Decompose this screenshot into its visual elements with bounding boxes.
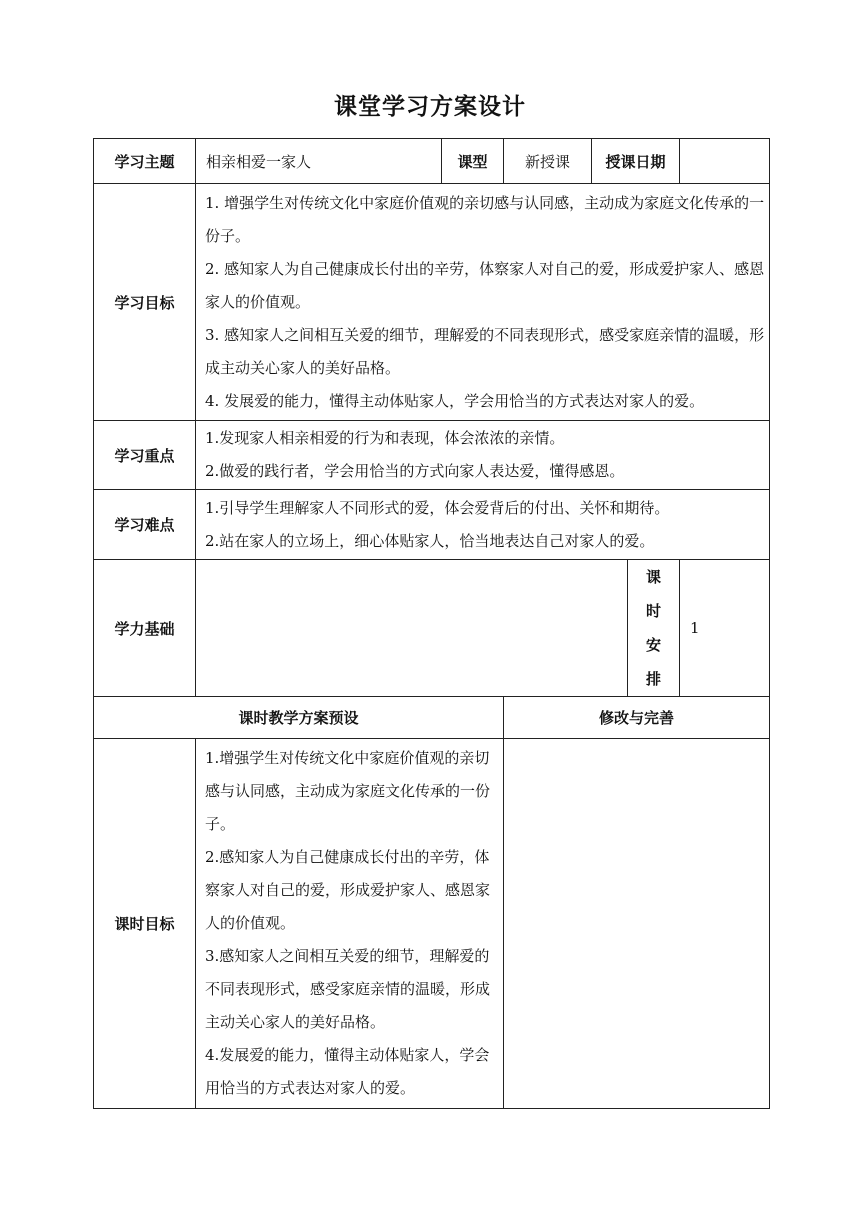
lesson-goals-content: [196, 739, 504, 1109]
type-label: 课型: [442, 139, 504, 184]
basis-row: [94, 560, 770, 697]
difficulties-label: 学习难点: [94, 490, 196, 560]
key-point-item: 1.发现家人相亲相爱的行为和表现，体会浓浓的亲情。: [205, 429, 565, 447]
key-points-label: 学习重点: [94, 421, 196, 490]
topic-value: 相亲相爱一家人: [196, 139, 442, 184]
type-value: 新授课: [504, 139, 592, 184]
revise-header: 修改与完善: [504, 697, 770, 739]
info-row: [94, 139, 770, 184]
goal-item: 4. 发展爱的能力，懂得主动体贴家人，学会用恰当的方式表达对家人的爱。: [205, 391, 705, 410]
key-point-item: 2.做爱的践行者，学会用恰当的方式向家人表达爱，懂得感恩。: [205, 462, 625, 480]
goal-item: 3. 感知家人之间相互关爱的细节，理解爱的不同表现形式，感受家庭亲情的温暖，形成主动关心家人的美好品格。: [205, 325, 765, 377]
basis-value: [196, 560, 628, 697]
lesson-goals-revise: [504, 739, 770, 1109]
preset-header: 课时教学方案预设: [94, 697, 504, 739]
lesson-goal-item: 1.增强学生对传统文化中家庭价值观的亲切感与认同感，主动成为家庭文化传承的一份子。: [205, 749, 491, 833]
goals-content: [196, 184, 770, 421]
key-points-row: [94, 421, 770, 490]
lesson-goals-label: 课时目标: [94, 739, 196, 1109]
difficulty-item: 1.引导学生理解家人不同形式的爱，体会爱背后的付出、关怀和期待。: [205, 498, 670, 517]
schedule-value: 1: [680, 560, 770, 697]
plan-header-row: [94, 697, 770, 739]
lesson-goal-item: 4.发展爱的能力，懂得主动体贴家人，学会用恰当的方式表达对家人的爱。: [205, 1046, 490, 1097]
date-value: [680, 139, 770, 184]
difficulties-content: [196, 490, 770, 560]
lesson-goal-item: 3.感知家人之间相互关爱的细节，理解爱的不同表现形式，感受家庭亲情的温暖，形成主动关心家人的美好品格。: [205, 947, 491, 1031]
goal-item: 1. 增强学生对传统文化中家庭价值观的亲切感与认同感，主动成为家庭文化传承的一份子。: [205, 193, 765, 245]
schedule-label: 课 时 安 排: [628, 560, 680, 697]
page-title: 课堂学习方案设计: [334, 94, 526, 120]
date-label: 授课日期: [592, 139, 680, 184]
topic-label: 学习主题: [94, 139, 196, 184]
goals-row: [94, 184, 770, 421]
difficulty-item: 2.站在家人的立场上，细心体贴家人，恰当地表达自己对家人的爱。: [205, 531, 655, 550]
key-points-content: [196, 421, 770, 490]
lesson-plan-table: [93, 138, 770, 1109]
difficulties-row: [94, 490, 770, 560]
lesson-goals-row: [94, 739, 770, 1109]
lesson-goal-item: 2.感知家人为自己健康成长付出的辛劳，体察家人对自己的爱，形成爱护家人、感恩家人的价值观。: [205, 848, 491, 932]
basis-label: 学力基础: [94, 560, 196, 697]
goal-item: 2. 感知家人为自己健康成长付出的辛劳，体察家人对自己的爱，形成爱护家人、感恩家人的价值观。: [205, 259, 765, 311]
goals-label: 学习目标: [94, 184, 196, 421]
